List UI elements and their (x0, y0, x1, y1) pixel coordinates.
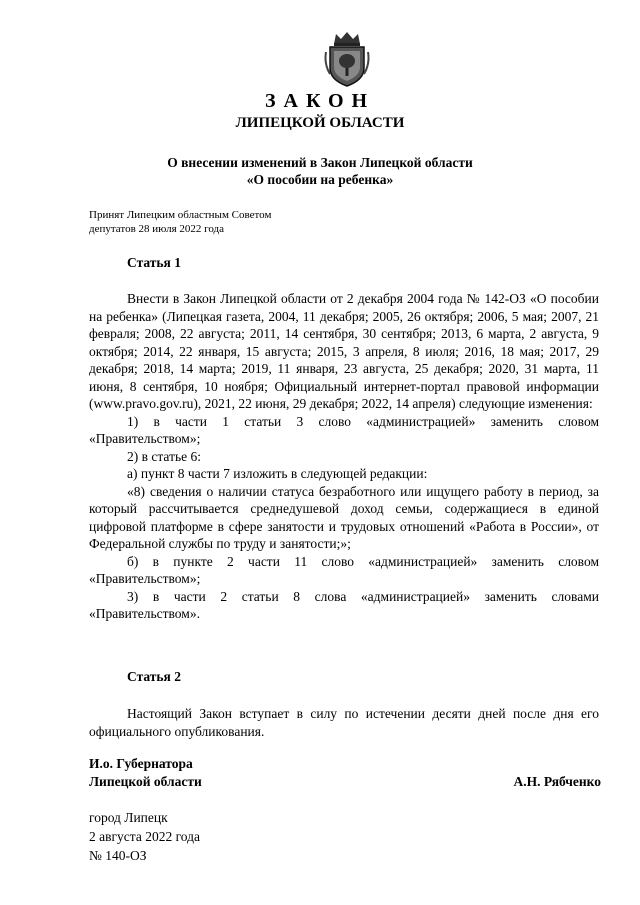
signatory-position: Липецкой области (89, 774, 202, 789)
article-paragraph: Настоящий Закон вступает в силу по истечении десяти дней после дня его официального опубликования. (89, 706, 599, 739)
signing-date: 2 августа 2022 года (89, 829, 200, 844)
article-2-heading: Статья 2 (127, 669, 181, 684)
signatory-position: И.о. Губернатора (89, 756, 193, 771)
article-1-body (89, 290, 599, 623)
law-subject-line: О внесении изменений в Закон Липецкой области (167, 155, 473, 170)
article-1-heading: Статья 1 (127, 255, 181, 270)
article-paragraph: Внести в Закон Липецкой области от 2 декабря 2004 года № 142-ОЗ «О пособии на ребенка» (Липецкая газета, 2004, 11 декабря; 2005, 26 октября; 2006, 5 мая; 2007, 21 февраля; 2008, 22 августа; 2011, 14 сентября, 30 сентября; 2013, 6 марта, 2 августа, 9 октября; 2014, 22 января, 15 августа; 2015, 3 апреля, 8 июля; 2016, 18 мая; 2017, 29 декабря; 2018, 14 марта; 2019, 11 января, 23 августа, 25 декабря; 2020, 31 марта, 11 июня, 8 сентября, 10 ноября; Официальный интернет-портал правовой информации (www.pravo.gov.ru), 2021, 22 июня, 29 декабря; 2022, 14 апреля) следующие изменения: (89, 291, 599, 411)
law-region: ЛИПЕЦКОЙ ОБЛАСТИ (235, 115, 405, 131)
article-paragraph: 1) в части 1 статьи 3 слово «администрацией» заменить словом «Правительством»; (89, 413, 599, 446)
document-footer (89, 808, 200, 865)
law-subject (0, 154, 640, 188)
article-paragraph: а) пункт 8 части 7 изложить в следующей редакции: (127, 466, 428, 481)
article-paragraph: «8) сведения о наличии статуса безработного или ищущего работу в период, за который рассчитывается среднедушевой доход семьи, содержащиеся в единой цифровой платформе в сфере занятости и трудовых отношений «Работа в России», от Федеральной службы по труду и занятости;»; (89, 483, 599, 551)
article-paragraph: 2) в статье 6: (127, 448, 201, 464)
lipetsk-coat-of-arms-icon (322, 30, 372, 88)
article-2-body (89, 705, 599, 740)
signature-block (89, 755, 601, 791)
signing-city: город Липецк (89, 810, 168, 825)
adoption-note-line: депутатов 28 июля 2022 года (89, 223, 225, 235)
law-title: ЗАКОН (264, 90, 376, 112)
signatory-name: А.Н. Рябченко (513, 774, 601, 789)
adoption-note-line: Принят Липецким областным Советом (89, 209, 272, 221)
article-paragraph: б) в пункте 2 части 11 слово «администрацией» заменить словом «Правительством»; (89, 553, 599, 586)
law-subject-line: «О пособии на ребенка» (246, 172, 394, 187)
law-number: № 140-ОЗ (89, 848, 147, 863)
article-paragraph: 3) в части 2 статьи 8 слова «администрацией» заменить словами «Правительством». (89, 588, 599, 621)
adoption-note (89, 208, 271, 236)
